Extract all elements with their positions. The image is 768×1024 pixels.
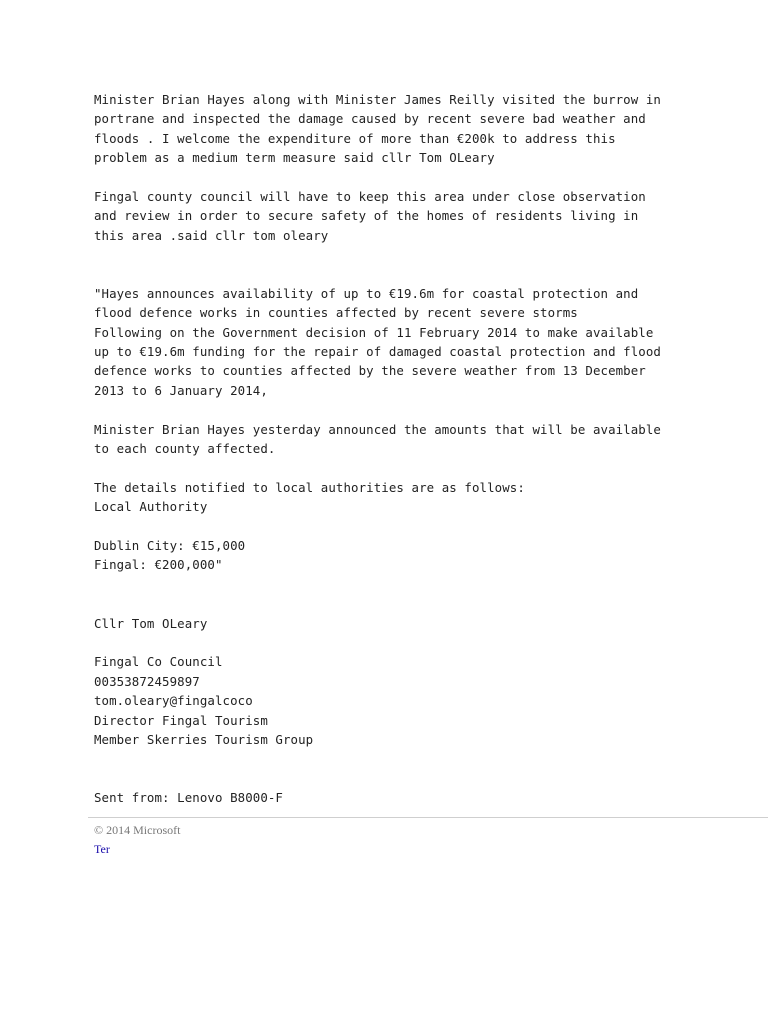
text-line: portrane and inspected the damage caused by recent severe bad weather and: [94, 111, 646, 127]
copyright-text: © 2014 Microsoft: [94, 823, 181, 837]
signature-email: tom.oleary@fingalcoco: [94, 693, 253, 709]
email-body: [94, 90, 754, 807]
signature-line: Member Skerries Tourism Group: [94, 731, 314, 747]
text-line: Minister Brian Hayes along with Minister James Reilly visited the burrow in: [94, 92, 661, 107]
text-line: up to €19.6m funding for the repair of damaged coastal protection and flood: [94, 344, 661, 360]
footer-divider: [88, 817, 768, 818]
text-line: The details notified to local authorities are as follows:: [94, 479, 525, 495]
terms-link[interactable]: Ter: [94, 842, 110, 856]
text-line: defence works to counties affected by the severe weather from 13 December: [94, 363, 646, 379]
text-line: problem as a medium term measure said cllr Tom OLeary: [94, 150, 495, 166]
paragraph-announcement: [94, 284, 754, 400]
allocation-list: [94, 536, 754, 575]
text-line: Minister Brian Hayes yesterday announced the amounts that will be available: [94, 421, 661, 437]
sent-from-line: Sent from: Lenovo B8000-F: [94, 790, 283, 806]
paragraph-amounts: [94, 420, 754, 459]
text-line: Local Authority: [94, 499, 208, 515]
paragraph-details: [94, 478, 754, 517]
paragraph-observation: [94, 187, 754, 245]
text-line: and review in order to secure safety of the homes of residents living in: [94, 208, 639, 224]
paragraph-visit: [94, 90, 754, 168]
text-line: floods . I welcome the expenditure of more than €200k to address this: [94, 130, 616, 146]
signature-line: Fingal Co Council: [94, 654, 223, 670]
signature-phone: 00353872459897: [94, 673, 200, 689]
text-line: flood defence works in counties affected by recent severe storms: [94, 305, 578, 321]
signature-line: Director Fingal Tourism: [94, 712, 268, 728]
text-line: this area .said cllr tom oleary: [94, 227, 329, 243]
text-line: Following on the Government decision of 11 February 2014 to make available: [94, 324, 654, 340]
text-line: "Hayes announces availability of up to €19.6m for coastal protection and: [94, 285, 639, 301]
signature-name: Cllr Tom OLeary: [94, 615, 208, 631]
text-line: Fingal county council will have to keep this area under close observation: [94, 188, 646, 204]
text-line: 2013 to 6 January 2014,: [94, 382, 268, 398]
signature-block: [94, 652, 754, 749]
allocation-item: Fingal: €200,000": [94, 557, 223, 573]
allocation-item: Dublin City: €15,000: [94, 537, 246, 553]
text-line: to each county affected.: [94, 441, 276, 457]
footer: [94, 821, 180, 858]
